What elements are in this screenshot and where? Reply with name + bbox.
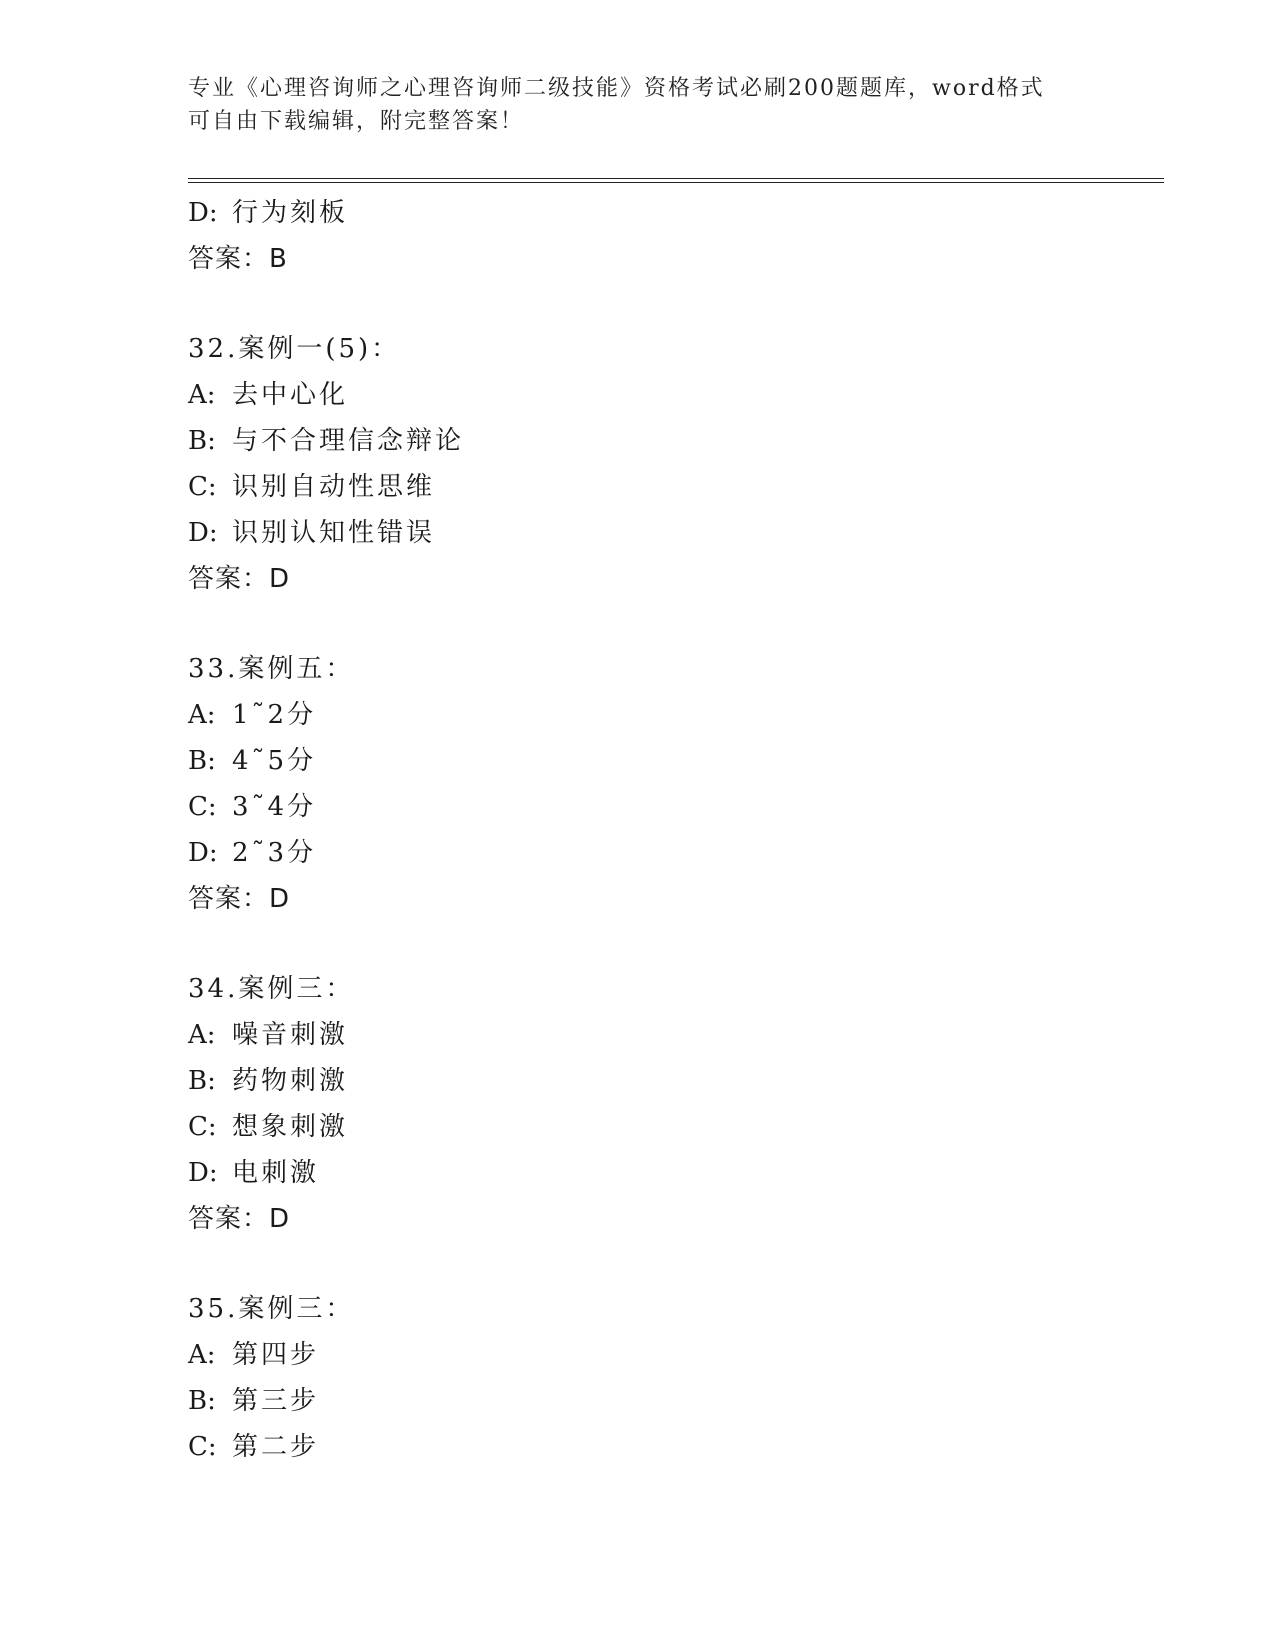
option-row	[188, 418, 1148, 464]
option-letter: A:	[188, 700, 216, 730]
option-letter: D:	[188, 518, 218, 548]
question-title: 33.案例五：	[188, 654, 355, 684]
option-text: 第四步	[232, 1340, 320, 1370]
option-row	[188, 1012, 1148, 1058]
option-row	[188, 1104, 1148, 1150]
option-text: 电刺激	[232, 1158, 320, 1188]
option-letter: D:	[188, 198, 218, 228]
answer-line: 答案：B	[188, 244, 288, 274]
answer-line: 答案：D	[188, 884, 291, 914]
page-header	[188, 72, 1068, 138]
option-letter: B:	[188, 746, 216, 776]
header-line-1: 专业《心理咨询师之心理咨询师二级技能》资格考试必刷200题题库，word格式	[188, 76, 1045, 101]
header-divider	[188, 178, 1164, 183]
option-row	[188, 1058, 1148, 1104]
option-row	[188, 784, 1148, 830]
option-row	[188, 738, 1148, 784]
header-line-2: 可自由下载编辑，附完整答案！	[188, 109, 525, 134]
option-row	[188, 190, 1148, 236]
option-text: 噪音刺激	[232, 1020, 349, 1050]
option-letter: B:	[188, 1066, 216, 1096]
option-text: 去中心化	[232, 380, 349, 410]
option-letter: C:	[188, 1112, 217, 1142]
answer-line: 答案：D	[188, 564, 291, 594]
option-row	[188, 1150, 1148, 1196]
question-title: 34.案例三：	[188, 974, 355, 1004]
option-letter: B:	[188, 426, 216, 456]
option-row	[188, 510, 1148, 556]
option-letter: A:	[188, 380, 216, 410]
question-title: 32.案例一(5)：	[188, 334, 401, 364]
option-letter: B:	[188, 1386, 216, 1416]
option-row	[188, 464, 1148, 510]
option-letter: D:	[188, 1158, 218, 1188]
option-letter: C:	[188, 792, 217, 822]
option-text: 想象刺激	[232, 1112, 349, 1142]
option-text: 识别自动性思维	[232, 472, 436, 502]
option-text: 2˜3分	[232, 838, 317, 868]
question-list	[188, 190, 1148, 1470]
option-row	[188, 692, 1148, 738]
option-text: 第三步	[232, 1386, 320, 1416]
option-text: 识别认知性错误	[232, 518, 436, 548]
option-text: 4˜5分	[232, 746, 317, 776]
option-letter: A:	[188, 1020, 216, 1050]
option-text: 第二步	[232, 1432, 320, 1462]
option-text: 与不合理信念辩论	[232, 426, 465, 456]
option-row	[188, 372, 1148, 418]
option-text: 1˜2分	[232, 700, 317, 730]
question-title: 35.案例三：	[188, 1294, 355, 1324]
option-text: 行为刻板	[232, 198, 349, 228]
option-text: 药物刺激	[232, 1066, 349, 1096]
answer-line: 答案：D	[188, 1204, 291, 1234]
option-row	[188, 1424, 1148, 1470]
option-letter: A:	[188, 1340, 216, 1370]
option-letter: C:	[188, 472, 217, 502]
option-row	[188, 1332, 1148, 1378]
option-letter: C:	[188, 1432, 217, 1462]
option-text: 3˜4分	[232, 792, 317, 822]
option-row	[188, 1378, 1148, 1424]
option-row	[188, 830, 1148, 876]
option-letter: D:	[188, 838, 218, 868]
